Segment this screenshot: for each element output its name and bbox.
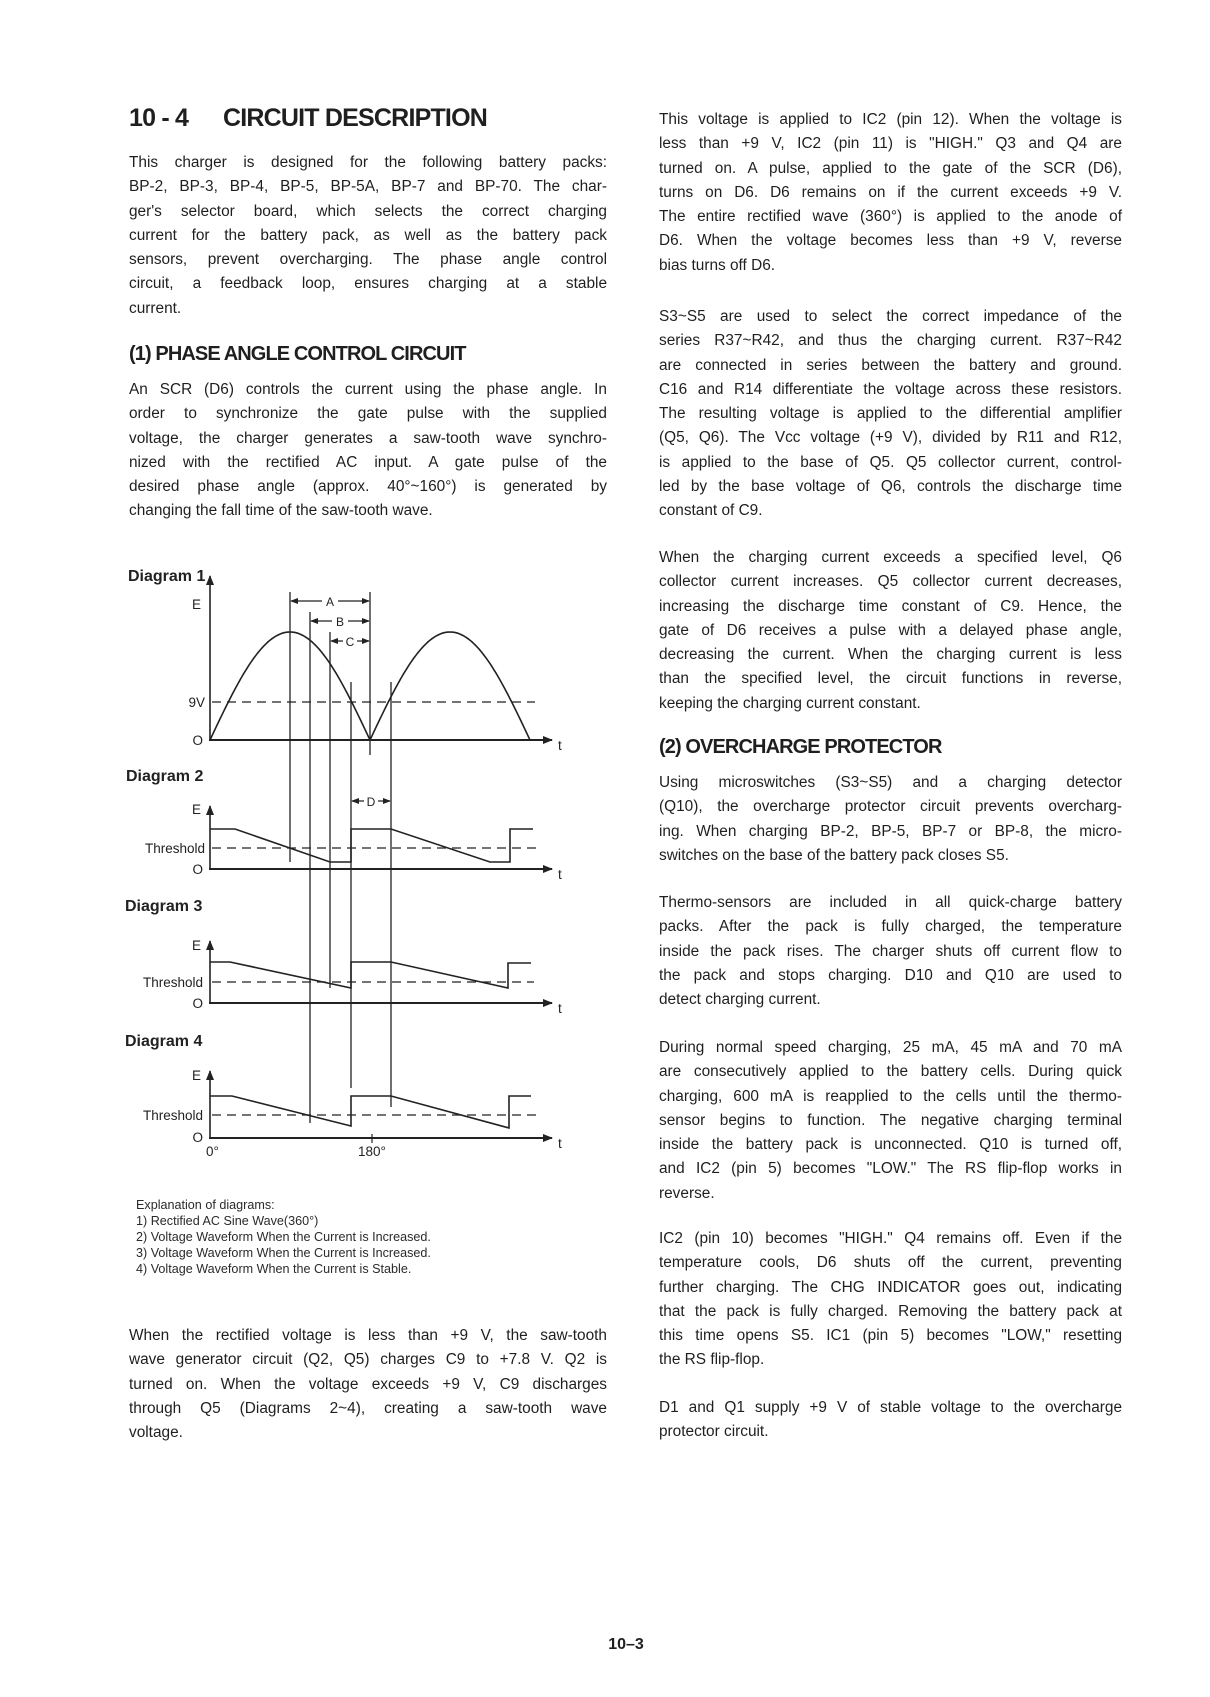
interval-a-label: A <box>325 595 335 609</box>
diagram4-zero-label: O <box>192 1130 203 1145</box>
text-line: ing. When charging BP-2, BP-5, BP-7 or BP-8, the micro- <box>659 822 1122 840</box>
text-line: charging, 600 mA is reapplied to the cells until the thermo- <box>659 1087 1122 1105</box>
text-line: When the rectified voltage is less than +9 V, the saw-tooth <box>129 1327 607 1344</box>
text-line: the RS flip-flop. <box>659 1351 765 1369</box>
diagram4-threshold-label: Threshold <box>142 1108 203 1123</box>
text-line: is applied to the base of Q5. Q5 collector current, control- <box>659 453 1122 471</box>
text-line: turned on. When the voltage exceeds +9 V, C9 discharges <box>129 1375 607 1393</box>
tick-180-label: 180° <box>358 1144 386 1159</box>
text-line: (Q5, Q6). The Vcc voltage (+9 V), divided by R11 and R12, <box>659 429 1122 447</box>
text-line: less than +9 V, IC2 (pin 11) is "HIGH." Q3 and Q4 are <box>659 135 1122 153</box>
diagram4-label: Diagram 4 <box>125 1033 203 1050</box>
page-number: 10–3 <box>608 1636 644 1653</box>
diagram2-label: Diagram 2 <box>126 768 204 785</box>
text-line: temperature cools, D6 shuts off the current, preventing <box>659 1254 1122 1272</box>
text-line: During normal speed charging, 25 mA, 45 mA and 70 mA <box>659 1039 1122 1056</box>
diagram3-t-label: t <box>558 1001 562 1016</box>
diagram2-sawtooth <box>210 829 533 862</box>
text-line: than the specified level, the circuit functions in reverse, <box>659 670 1122 688</box>
explanation-item: 3) Voltage Waveform When the Current is Increased. <box>136 1246 431 1260</box>
text-line: gate of D6 receives a pulse with a delayed phase angle, <box>659 621 1122 639</box>
text-line: current. <box>129 299 182 317</box>
text-line: The resulting voltage is applied to the differential amplifier <box>659 405 1122 423</box>
text-line: reverse. <box>659 1184 715 1202</box>
diagram3-label: Diagram 3 <box>125 898 203 915</box>
text-line: turned on. A pulse, applied to the gate of the SCR (D6), <box>659 159 1122 177</box>
right-paragraph-6 <box>659 1036 1122 1206</box>
text-line: further charging. The CHG INDICATOR goes out, indicating <box>659 1278 1122 1296</box>
diagram2-zero-label: O <box>192 862 203 877</box>
text-line: ger's selector board, which selects the correct charging <box>129 202 607 220</box>
section-title-text: CIRCUIT DESCRIPTION <box>223 104 487 132</box>
text-line: voltage. <box>129 1424 183 1442</box>
diagram3-sawtooth <box>210 962 531 988</box>
explanation-item: 4) Voltage Waveform When the Current is Stable. <box>136 1262 412 1276</box>
text-line: collector current increases. Q5 collector current decreases, <box>659 573 1122 591</box>
text-line: desired phase angle (approx. 40°~160°) is generated by <box>129 478 607 496</box>
text-line: sensors, prevent overcharging. The phase angle control <box>129 251 607 269</box>
text-line: D1 and Q1 supply +9 V of stable voltage to the overcharge <box>659 1399 1122 1416</box>
diagram4-sawtooth <box>210 1096 531 1128</box>
right-paragraph-5 <box>659 891 1122 1012</box>
text-line: the pack and stops charging. D10 and Q10 are used to <box>659 966 1122 984</box>
text-line: (Q10), the overcharge protector circuit prevents overcharg- <box>659 798 1122 816</box>
text-line: are connected in series between the battery and ground. <box>659 356 1122 374</box>
diagram4-e-label: E <box>191 1068 201 1083</box>
text-line: current for the battery pack, as well as the battery pack <box>129 226 607 244</box>
text-line: increasing the discharge time constant of C9. Hence, the <box>659 597 1122 615</box>
text-line: and IC2 (pin 5) becomes "LOW." The RS flip-flop works in <box>659 1160 1122 1178</box>
text-line: decreasing the current. When the charging current is less <box>659 646 1122 664</box>
text-line: this time opens S5. IC1 (pin 5) becomes "LOW," resetting <box>659 1327 1122 1345</box>
diagram2-threshold-label: Threshold <box>144 841 205 856</box>
right-paragraph-2 <box>659 305 1122 524</box>
diagram1-9v-label: 9V <box>188 695 205 710</box>
right-paragraph-1 <box>659 108 1122 278</box>
text-line: nized with the rectified AC input. A gate pulse of the <box>129 453 607 471</box>
text-line: circuit, a feedback loop, ensures charging at a stable <box>129 275 607 293</box>
text-line: Thermo-sensors are included in all quick-charge battery <box>659 894 1122 911</box>
interval-b-label: B <box>335 615 345 629</box>
text-line: keeping the charging current constant. <box>659 694 921 712</box>
text-line: BP-2, BP-3, BP-4, BP-5, BP-5A, BP-7 and BP-70. The char- <box>129 178 607 196</box>
tick-0-label: 0° <box>206 1144 219 1159</box>
diagram1-e-label: E <box>191 597 201 612</box>
diagram1-label: Diagram 1 <box>128 568 206 585</box>
interval-c-label: C <box>345 635 355 649</box>
text-line: protector circuit. <box>659 1423 769 1441</box>
text-line: D6. When the voltage becomes less than +9 V, reverse <box>659 232 1122 250</box>
text-line: This charger is designed for the following battery packs: <box>129 154 607 171</box>
text-line: inside the battery pack is unconnected. Q10 is turned off, <box>659 1136 1122 1154</box>
text-line: turns on D6. D6 remains on if the current exceeds +9 V. <box>659 183 1122 201</box>
sawtooth-paragraph <box>129 1324 607 1445</box>
explanation-title: Explanation of diagrams: <box>136 1198 275 1212</box>
diagram3-e-label: E <box>191 938 201 953</box>
diagram1-zero-label: O <box>192 733 203 748</box>
text-line: C16 and R14 differentiate the voltage across these resistors. <box>659 380 1122 398</box>
text-line: bias turns off D6. <box>659 256 776 274</box>
right-paragraph-8 <box>659 1396 1122 1445</box>
interval-d-label: D <box>366 795 376 809</box>
phase-guide-lines <box>290 592 391 1123</box>
text-line: series R37~R42, and thus the charging current. R37~R42 <box>659 332 1122 350</box>
text-line: S3~S5 are used to select the correct impedance of the <box>659 308 1122 325</box>
text-line: An SCR (D6) controls the current using the phase angle. In <box>129 381 607 398</box>
text-line: changing the fall time of the saw-tooth wave. <box>129 502 433 520</box>
text-line: The entire rectified wave (360°) is applied to the anode of <box>659 208 1122 226</box>
text-line: IC2 (pin 10) becomes "HIGH." Q4 remains off. Even if the <box>659 1230 1122 1247</box>
explanation-item: 1) Rectified AC Sine Wave(360°) <box>136 1214 319 1228</box>
text-line: that the pack is fully charged. Removing the battery pack at <box>659 1302 1122 1320</box>
section-number: 10 - 4 <box>129 104 189 132</box>
explanation-item: 2) Voltage Waveform When the Current is Increased. <box>136 1230 431 1244</box>
diagram1-t-label: t <box>558 738 562 753</box>
diagram2-t-label: t <box>558 867 562 882</box>
text-line: led by the base voltage of Q6, controls the discharge time <box>659 478 1122 496</box>
diagram2-e-label: E <box>191 802 201 817</box>
diagram3-zero-label: O <box>192 996 203 1011</box>
diagram4-t-label: t <box>558 1136 562 1151</box>
heading-overcharge-protector: (2) OVERCHARGE PROTECTOR <box>659 736 942 758</box>
text-line: switches on the base of the battery pack closes S5. <box>659 846 1009 864</box>
text-line: voltage, the charger generates a saw-tooth wave synchro- <box>129 429 607 447</box>
text-line: inside the pack rises. The charger shuts off current flow to <box>659 942 1122 960</box>
diagram3-threshold-label: Threshold <box>142 975 203 990</box>
text-line: wave generator circuit (Q2, Q5) charges C9 to +7.8 V. Q2 is <box>129 1351 607 1369</box>
right-paragraph-3 <box>659 546 1122 716</box>
text-line: constant of C9. <box>659 502 763 520</box>
text-line: packs. After the pack is fully charged, the temperature <box>659 918 1122 936</box>
text-line: through Q5 (Diagrams 2~4), creating a saw-tooth wave <box>129 1399 607 1417</box>
text-line: order to synchronize the gate pulse with the supplied <box>129 405 607 423</box>
text-line: detect charging current. <box>659 991 821 1009</box>
text-line: Using microswitches (S3~S5) and a charging detector <box>659 774 1122 791</box>
text-line: This voltage is applied to IC2 (pin 12). When the voltage is <box>659 111 1122 128</box>
right-paragraph-4 <box>659 771 1122 868</box>
diagram-explanation <box>136 1197 431 1277</box>
text-line: sensor begins to function. The negative charging terminal <box>659 1111 1122 1129</box>
right-paragraph-7 <box>659 1227 1122 1373</box>
text-line: When the charging current exceeds a specified level, Q6 <box>659 549 1122 566</box>
heading-phase-angle-control: (1) PHASE ANGLE CONTROL CIRCUIT <box>129 343 466 365</box>
text-line: are consecutively applied to the battery cells. During quick <box>659 1063 1122 1081</box>
